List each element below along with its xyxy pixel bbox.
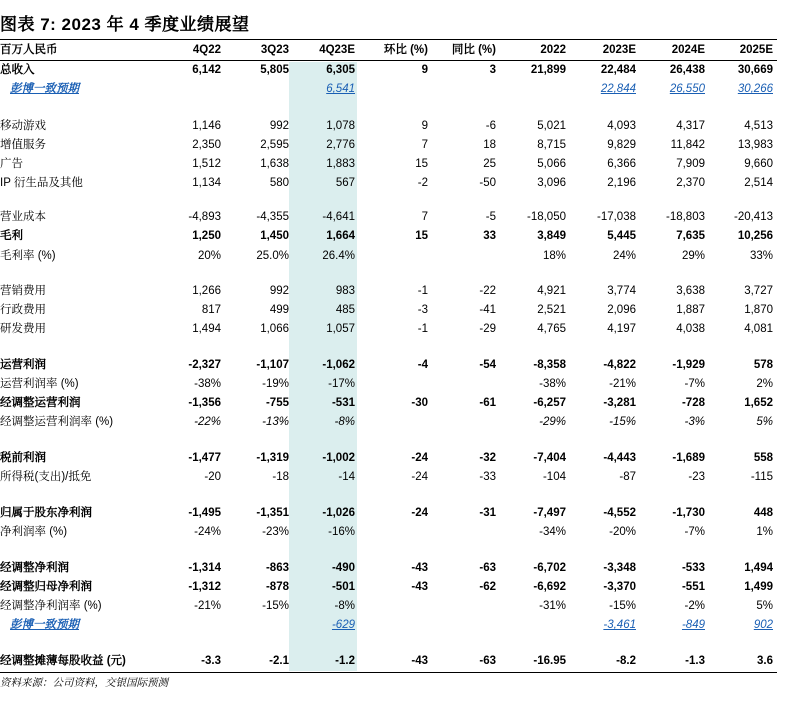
cell-value: -21% bbox=[194, 600, 221, 612]
cell-value: -3,281 bbox=[603, 397, 636, 409]
cell-value: 567 bbox=[335, 177, 355, 189]
cell-value: -7% bbox=[684, 378, 705, 390]
cell-value: -20 bbox=[204, 471, 221, 483]
cell-value: -8% bbox=[334, 600, 355, 612]
cell-value: 1% bbox=[756, 526, 773, 538]
cell-value: 5,066 bbox=[537, 158, 566, 170]
cell-value: -6 bbox=[485, 120, 496, 132]
cell-value: 1,664 bbox=[326, 230, 355, 242]
cell-value: -15% bbox=[609, 416, 636, 428]
row-label: 经调整摊薄每股收益 (元) bbox=[0, 655, 126, 667]
table-row bbox=[0, 523, 777, 542]
cell-value: -1 bbox=[417, 285, 428, 297]
cell-value: -24 bbox=[411, 452, 428, 464]
table-row bbox=[0, 247, 777, 266]
row-label: 广告 bbox=[0, 158, 23, 170]
cell-value: 580 bbox=[269, 177, 289, 189]
cell-value: 1,887 bbox=[676, 304, 705, 316]
cell-value: -4,443 bbox=[603, 452, 636, 464]
cell-value: 1,057 bbox=[326, 323, 355, 335]
cell-value: 5,805 bbox=[260, 64, 289, 76]
cell-value: 13,983 bbox=[737, 139, 773, 151]
cell-value: 8,715 bbox=[537, 139, 566, 151]
cell-value: 5,021 bbox=[537, 120, 566, 132]
table-row bbox=[0, 155, 777, 174]
cell-value: -501 bbox=[331, 581, 355, 593]
cell-value: -50 bbox=[479, 177, 496, 189]
cell-value: 10,256 bbox=[737, 230, 773, 242]
top-rule bbox=[0, 39, 777, 40]
cell-value: -38% bbox=[539, 378, 566, 390]
cell-value: -1.2 bbox=[335, 655, 355, 667]
table-row bbox=[0, 136, 777, 155]
table-row bbox=[0, 174, 777, 193]
cell-value: 18% bbox=[542, 250, 566, 262]
cell-value: 26,438 bbox=[669, 64, 705, 76]
cell-value: -29% bbox=[539, 416, 566, 428]
cell-value: -4,355 bbox=[256, 211, 289, 223]
cell-value: 22,844 bbox=[600, 83, 636, 95]
row-label: 行政费用 bbox=[0, 304, 46, 316]
cell-value: -15% bbox=[609, 600, 636, 612]
cell-value: 7 bbox=[421, 139, 428, 151]
cell-value: 6,366 bbox=[607, 158, 636, 170]
cell-value: 30,266 bbox=[737, 83, 773, 95]
cell-value: -3,370 bbox=[603, 581, 636, 593]
cell-value: 25 bbox=[483, 158, 496, 170]
cell-value: 1,250 bbox=[192, 230, 221, 242]
consensus-row[interactable] bbox=[0, 616, 777, 635]
cell-value: 902 bbox=[753, 619, 773, 631]
cell-value: 6,142 bbox=[192, 64, 221, 76]
cell-value: 29% bbox=[681, 250, 705, 262]
cell-value: -878 bbox=[265, 581, 289, 593]
cell-value: 2,096 bbox=[607, 304, 636, 316]
row-label: 经调整归母净利润 bbox=[0, 581, 92, 593]
cell-value: 9,660 bbox=[744, 158, 773, 170]
header-col: 4Q23E bbox=[319, 44, 355, 56]
cell-value: 15 bbox=[415, 158, 428, 170]
header-col: 4Q22 bbox=[192, 44, 221, 56]
table-row bbox=[0, 282, 777, 301]
cell-value: -20% bbox=[609, 526, 636, 538]
cell-value: -1,689 bbox=[672, 452, 705, 464]
cell-value: 26,550 bbox=[669, 83, 705, 95]
cell-value: -2.1 bbox=[269, 655, 289, 667]
table-row bbox=[0, 61, 777, 80]
cell-value: -41 bbox=[479, 304, 496, 316]
cell-value: -20,413 bbox=[733, 211, 773, 223]
cell-value: -3,461 bbox=[603, 619, 636, 631]
cell-value: 3,727 bbox=[744, 285, 773, 297]
bottom-rule bbox=[0, 672, 777, 673]
cell-value: 1,870 bbox=[744, 304, 773, 316]
cell-value: -24 bbox=[411, 507, 428, 519]
cell-value: 4,093 bbox=[607, 120, 636, 132]
cell-value: -8,358 bbox=[533, 359, 566, 371]
table-row bbox=[0, 578, 777, 597]
cell-value: 3,638 bbox=[676, 285, 705, 297]
cell-value: -4,552 bbox=[603, 507, 636, 519]
table-row bbox=[0, 356, 777, 375]
cell-value: -6,257 bbox=[533, 397, 566, 409]
cell-value: 4,038 bbox=[676, 323, 705, 335]
cell-value: -15% bbox=[262, 600, 289, 612]
cell-value: 3,849 bbox=[537, 230, 566, 242]
table-row bbox=[0, 449, 777, 468]
cell-value: -6,692 bbox=[533, 581, 566, 593]
row-label: 增值服务 bbox=[0, 139, 46, 151]
cell-value: 9 bbox=[421, 120, 428, 132]
cell-value: 992 bbox=[269, 285, 289, 297]
cell-value: -3.3 bbox=[201, 655, 221, 667]
cell-value: 2,595 bbox=[260, 139, 289, 151]
cell-value: -17,038 bbox=[596, 211, 636, 223]
cell-value: 558 bbox=[753, 452, 773, 464]
cell-value: -863 bbox=[265, 562, 289, 574]
cell-value: -22 bbox=[479, 285, 496, 297]
cell-value: -1 bbox=[417, 323, 428, 335]
cell-value: 578 bbox=[753, 359, 773, 371]
row-label: 营业成本 bbox=[0, 211, 46, 223]
row-label: 归属于股东净利润 bbox=[0, 507, 92, 519]
row-label: 运营利润率 (%) bbox=[0, 378, 79, 390]
cell-value: 7 bbox=[421, 211, 428, 223]
cell-value: -4 bbox=[417, 359, 428, 371]
cell-value: -1,062 bbox=[322, 359, 355, 371]
cell-value: 3 bbox=[489, 64, 496, 76]
cell-value: 4,197 bbox=[607, 323, 636, 335]
cell-value: 448 bbox=[753, 507, 773, 519]
row-label: 毛利率 (%) bbox=[0, 250, 56, 262]
cell-value: -3% bbox=[684, 416, 705, 428]
row-label: 净利润率 (%) bbox=[0, 526, 68, 538]
cell-value: -63 bbox=[479, 655, 496, 667]
cell-value: 485 bbox=[335, 304, 355, 316]
cell-value: 7,909 bbox=[676, 158, 705, 170]
cell-value: 1,883 bbox=[326, 158, 355, 170]
cell-value: -43 bbox=[411, 581, 428, 593]
header-col: 3Q23 bbox=[260, 44, 289, 56]
cell-value: -8.2 bbox=[616, 655, 636, 667]
cell-value: -115 bbox=[750, 471, 773, 483]
table-row bbox=[0, 652, 777, 671]
table-row bbox=[0, 117, 777, 136]
cell-value: -5 bbox=[485, 211, 496, 223]
cell-value: -3 bbox=[417, 304, 428, 316]
cell-value: 30,669 bbox=[737, 64, 773, 76]
cell-value: -19% bbox=[262, 378, 289, 390]
cell-value: 2,350 bbox=[192, 139, 221, 151]
cell-value: -849 bbox=[681, 619, 705, 631]
cell-value: -18 bbox=[272, 471, 289, 483]
table-row bbox=[0, 320, 777, 339]
cell-value: 5,445 bbox=[607, 230, 636, 242]
cell-value: -21% bbox=[609, 378, 636, 390]
cell-value: -23 bbox=[688, 471, 705, 483]
row-label: IP 衍生品及其他 bbox=[0, 177, 83, 189]
cell-value: -30 bbox=[411, 397, 428, 409]
cell-value: 2,514 bbox=[744, 177, 773, 189]
cell-value: 1,499 bbox=[744, 581, 773, 593]
cell-value: -7,404 bbox=[533, 452, 566, 464]
cell-value: 1,134 bbox=[192, 177, 221, 189]
consensus-row[interactable] bbox=[0, 80, 777, 99]
row-label: 经调整运营利润率 (%) bbox=[0, 416, 114, 428]
cell-value: -32 bbox=[479, 452, 496, 464]
cell-value: -23% bbox=[262, 526, 289, 538]
cell-value: 3.6 bbox=[757, 655, 773, 667]
cell-value: 1,266 bbox=[192, 285, 221, 297]
table-row bbox=[0, 394, 777, 413]
header-label: 百万人民币 bbox=[0, 44, 58, 56]
cell-value: -38% bbox=[194, 378, 221, 390]
cell-value: -1,356 bbox=[188, 397, 221, 409]
header-col: 2024E bbox=[671, 44, 705, 56]
cell-value: -1,026 bbox=[322, 507, 355, 519]
cell-value: -16.95 bbox=[533, 655, 566, 667]
cell-value: -2% bbox=[684, 600, 705, 612]
cell-value: 5% bbox=[756, 600, 773, 612]
cell-value: 1,494 bbox=[744, 562, 773, 574]
cell-value: -1,319 bbox=[256, 452, 289, 464]
table-row bbox=[0, 468, 777, 487]
cell-value: 20% bbox=[197, 250, 221, 262]
cell-value: 1,078 bbox=[326, 120, 355, 132]
cell-value: -531 bbox=[331, 397, 355, 409]
cell-value: 1,652 bbox=[744, 397, 773, 409]
header-col: 同比 (%) bbox=[451, 44, 496, 56]
cell-value: -22% bbox=[194, 416, 221, 428]
row-label: 营销费用 bbox=[0, 285, 46, 297]
row-label: 移动游戏 bbox=[0, 120, 46, 132]
row-label: 经调整净利润 bbox=[0, 562, 69, 574]
cell-value: 26.4% bbox=[322, 250, 355, 262]
row-label: 所得税(支出)/抵免 bbox=[0, 471, 92, 483]
cell-value: 18 bbox=[483, 139, 496, 151]
cell-value: -1.3 bbox=[685, 655, 705, 667]
cell-value: -62 bbox=[479, 581, 496, 593]
cell-value: -16% bbox=[328, 526, 355, 538]
cell-value: 33% bbox=[749, 250, 773, 262]
cell-value: -61 bbox=[479, 397, 496, 409]
cell-value: 9,829 bbox=[607, 139, 636, 151]
cell-value: -63 bbox=[479, 562, 496, 574]
cell-value: -533 bbox=[681, 562, 705, 574]
header-col: 2023E bbox=[602, 44, 636, 56]
row-label: 毛利 bbox=[0, 230, 23, 242]
cell-value: 6,305 bbox=[326, 64, 355, 76]
cell-value: 5% bbox=[756, 416, 773, 428]
cell-value: 4,513 bbox=[744, 120, 773, 132]
table-row bbox=[0, 227, 777, 246]
cell-value: -18,050 bbox=[526, 211, 566, 223]
cell-value: 21,899 bbox=[530, 64, 566, 76]
cell-value: 4,317 bbox=[676, 120, 705, 132]
cell-value: -1,312 bbox=[188, 581, 221, 593]
cell-value: 2,776 bbox=[326, 139, 355, 151]
cell-value: 1,146 bbox=[192, 120, 221, 132]
header-row bbox=[0, 41, 777, 60]
cell-value: -54 bbox=[479, 359, 496, 371]
table-row bbox=[0, 375, 777, 394]
cell-value: -6,702 bbox=[533, 562, 566, 574]
cell-value: -1,929 bbox=[672, 359, 705, 371]
header-col: 环比 (%) bbox=[383, 44, 428, 56]
table-row bbox=[0, 504, 777, 523]
cell-value: 25.0% bbox=[256, 250, 289, 262]
table-row bbox=[0, 301, 777, 320]
cell-value: 7,635 bbox=[676, 230, 705, 242]
cell-value: -104 bbox=[542, 471, 566, 483]
cell-value: 2,370 bbox=[676, 177, 705, 189]
cell-value: 2,196 bbox=[607, 177, 636, 189]
cell-value: -24 bbox=[411, 471, 428, 483]
cell-value: -31 bbox=[479, 507, 496, 519]
row-label: 彭博一致预期 bbox=[10, 83, 79, 95]
cell-value: 1,450 bbox=[260, 230, 289, 242]
row-label: 税前利润 bbox=[0, 452, 46, 464]
cell-value: 15 bbox=[415, 230, 428, 242]
cell-value: -31% bbox=[539, 600, 566, 612]
cell-value: -1,730 bbox=[672, 507, 705, 519]
cell-value: -728 bbox=[681, 397, 705, 409]
cell-value: 499 bbox=[269, 304, 289, 316]
cell-value: -43 bbox=[411, 562, 428, 574]
cell-value: 992 bbox=[269, 120, 289, 132]
row-label: 彭博一致预期 bbox=[10, 619, 79, 631]
source-note: 资料来源：公司资料，交银国际预测 bbox=[0, 677, 168, 689]
cell-value: -43 bbox=[411, 655, 428, 667]
cell-value: 33 bbox=[483, 230, 496, 242]
cell-value: -1,107 bbox=[256, 359, 289, 371]
cell-value: -7,497 bbox=[533, 507, 566, 519]
cell-value: 3,096 bbox=[537, 177, 566, 189]
cell-value: -14 bbox=[338, 471, 355, 483]
cell-value: -17% bbox=[328, 378, 355, 390]
cell-value: -490 bbox=[331, 562, 355, 574]
cell-value: -33 bbox=[479, 471, 496, 483]
cell-value: 6,541 bbox=[326, 83, 355, 95]
cell-value: -1,002 bbox=[322, 452, 355, 464]
cell-value: 9 bbox=[421, 64, 428, 76]
cell-value: 1,066 bbox=[260, 323, 289, 335]
cell-value: 11,842 bbox=[670, 139, 705, 151]
table-row bbox=[0, 559, 777, 578]
cell-value: 4,765 bbox=[537, 323, 566, 335]
cell-value: -7% bbox=[684, 526, 705, 538]
cell-value: -8% bbox=[334, 416, 355, 428]
cell-value: -4,822 bbox=[603, 359, 636, 371]
header-col: 2022 bbox=[540, 44, 566, 56]
cell-value: 983 bbox=[335, 285, 355, 297]
cell-value: 1,638 bbox=[260, 158, 289, 170]
cell-value: -1,477 bbox=[188, 452, 221, 464]
table-row bbox=[0, 597, 777, 616]
cell-value: 4,921 bbox=[537, 285, 566, 297]
cell-value: 4,081 bbox=[744, 323, 773, 335]
cell-value: -4,893 bbox=[188, 211, 221, 223]
cell-value: -551 bbox=[681, 581, 705, 593]
cell-value: -29 bbox=[479, 323, 496, 335]
cell-value: -24% bbox=[194, 526, 221, 538]
cell-value: -1,351 bbox=[256, 507, 289, 519]
cell-value: -629 bbox=[331, 619, 355, 631]
cell-value: 2% bbox=[756, 378, 773, 390]
cell-value: -3,348 bbox=[603, 562, 636, 574]
cell-value: 1,512 bbox=[192, 158, 221, 170]
cell-value: -755 bbox=[265, 397, 289, 409]
figure-title: 图表 7: 2023 年 4 季度业绩展望 bbox=[0, 15, 250, 34]
row-label: 研发费用 bbox=[0, 323, 46, 335]
cell-value: -1,314 bbox=[188, 562, 221, 574]
header-col: 2025E bbox=[739, 44, 773, 56]
cell-value: -87 bbox=[619, 471, 636, 483]
row-label: 运营利润 bbox=[0, 359, 46, 371]
cell-value: 2,521 bbox=[537, 304, 566, 316]
cell-value: -34% bbox=[539, 526, 566, 538]
cell-value: -2,327 bbox=[188, 359, 221, 371]
row-label: 总收入 bbox=[0, 64, 35, 76]
cell-value: -18,803 bbox=[665, 211, 705, 223]
cell-value: -1,495 bbox=[188, 507, 221, 519]
table-row bbox=[0, 208, 777, 227]
row-label: 经调整净利润率 (%) bbox=[0, 600, 102, 612]
cell-value: 22,484 bbox=[600, 64, 636, 76]
cell-value: 1,494 bbox=[192, 323, 221, 335]
cell-value: 24% bbox=[612, 250, 636, 262]
row-label: 经调整运营利润 bbox=[0, 397, 81, 409]
cell-value: -4,641 bbox=[322, 211, 355, 223]
cell-value: 817 bbox=[201, 304, 221, 316]
cell-value: -2 bbox=[417, 177, 428, 189]
table-row bbox=[0, 413, 777, 432]
cell-value: 3,774 bbox=[607, 285, 636, 297]
cell-value: -13% bbox=[262, 416, 289, 428]
